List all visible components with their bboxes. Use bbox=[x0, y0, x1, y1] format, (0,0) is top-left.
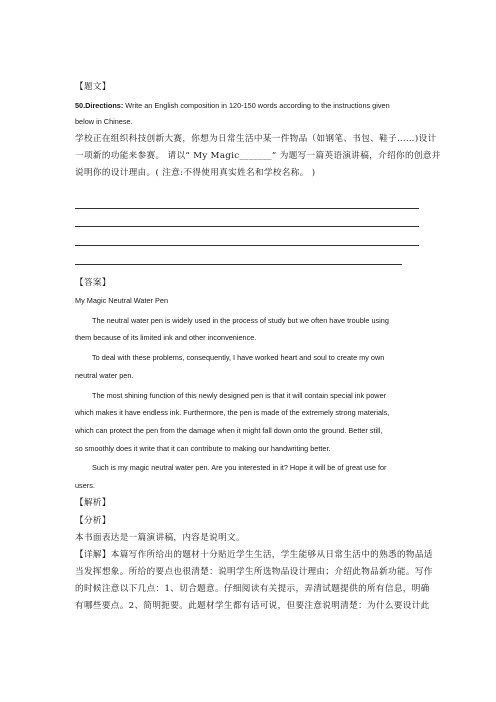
answer-header: 【答案】 bbox=[75, 278, 111, 288]
answer-p1-line-2: them because of its limited ink and other inconvenience. bbox=[75, 333, 257, 342]
detail-line-1 bbox=[75, 550, 433, 560]
analysis-header: 【解析】 bbox=[75, 498, 111, 508]
writing-line-4 bbox=[75, 264, 402, 265]
answer-p2-line-2: neutral water pen. bbox=[75, 371, 134, 380]
directions-label: Directions: bbox=[85, 101, 124, 110]
detail-label: 【详解】 bbox=[75, 550, 111, 560]
writing-line-3 bbox=[75, 245, 419, 246]
writing-line-1 bbox=[75, 208, 419, 209]
detail-text: 本篇写作所给出的题材十分贴近学生生活，学生能够从日常生活中的熟悉的物品适 bbox=[110, 550, 433, 560]
answer-p1-line-1: The neutral water pen is widely used in the process of study but we often have trouble using bbox=[92, 316, 389, 325]
detail-line-4: 有哪些要点。2、简明扼要。此题材学生都有话可说，但要注意说明清楚：为什么要设计此 bbox=[75, 601, 430, 611]
answer-p2-line-1: To deal with these problems, consequently, I have worked heart and soul to create my own bbox=[92, 353, 385, 362]
writing-line-2 bbox=[75, 226, 419, 227]
directions-text: Write an English composition in 120-150 words according to the instructions given bbox=[123, 101, 390, 110]
answer-title: My Magic Neutral Water Pen bbox=[75, 296, 168, 305]
analysis-summary: 本书面表达是一篇演讲稿，内容是说明文。 bbox=[75, 533, 245, 543]
question-header: 【题文】 bbox=[75, 82, 111, 92]
question-number: 50. bbox=[75, 101, 86, 110]
answer-p4-line-1: Such is my magic neutral water pen. Are you interested in it? Hope it will be of great use for bbox=[92, 463, 387, 472]
answer-p4-line-2: users. bbox=[75, 481, 95, 490]
prompt-cn-line-2: 一项新的功能来参赛。 请以“ My Magic_______” 为题写一篇英语演讲稿，介绍你的创意并 bbox=[75, 151, 441, 161]
prompt-cn-line-3: 说明你的设计理由。( 注意:不得使用真实姓名和学校名称。 ) bbox=[75, 168, 316, 178]
detail-line-2: 当发挥想象。所给的要点也很清楚：说明学生所选物品设计理由；介绍此物品新功能。写作 bbox=[75, 567, 433, 577]
analysis-sub-header: 【分析】 bbox=[75, 516, 111, 526]
prompt-cn-line-1: 学校正在组织科技创新大赛，你想为日常生活中某一件物品（如钢笔、书包、鞋子……)设计 bbox=[75, 134, 437, 144]
directions-line-1 bbox=[75, 101, 421, 111]
directions-line-2: below in Chinese. bbox=[75, 117, 133, 126]
answer-p3-line-2: which makes it have endless ink. Furthermore, the pen is made of the extremely strong materials, bbox=[75, 408, 390, 417]
answer-p3-line-4: so smoothly does it write that it can contribute to making our handwriting better. bbox=[75, 444, 331, 453]
answer-p3-line-3: which can protect the pen from the damage when it might fall down onto the ground. Better still, bbox=[75, 426, 383, 435]
detail-line-3: 的时候注意以下几点：1、切合题意。仔细阅读有关提示，弄清试题提供的所有信息，明确 bbox=[75, 584, 430, 594]
answer-p3-line-1: The most shining function of this newly designed pen is that it will contain special ink power bbox=[92, 391, 387, 400]
